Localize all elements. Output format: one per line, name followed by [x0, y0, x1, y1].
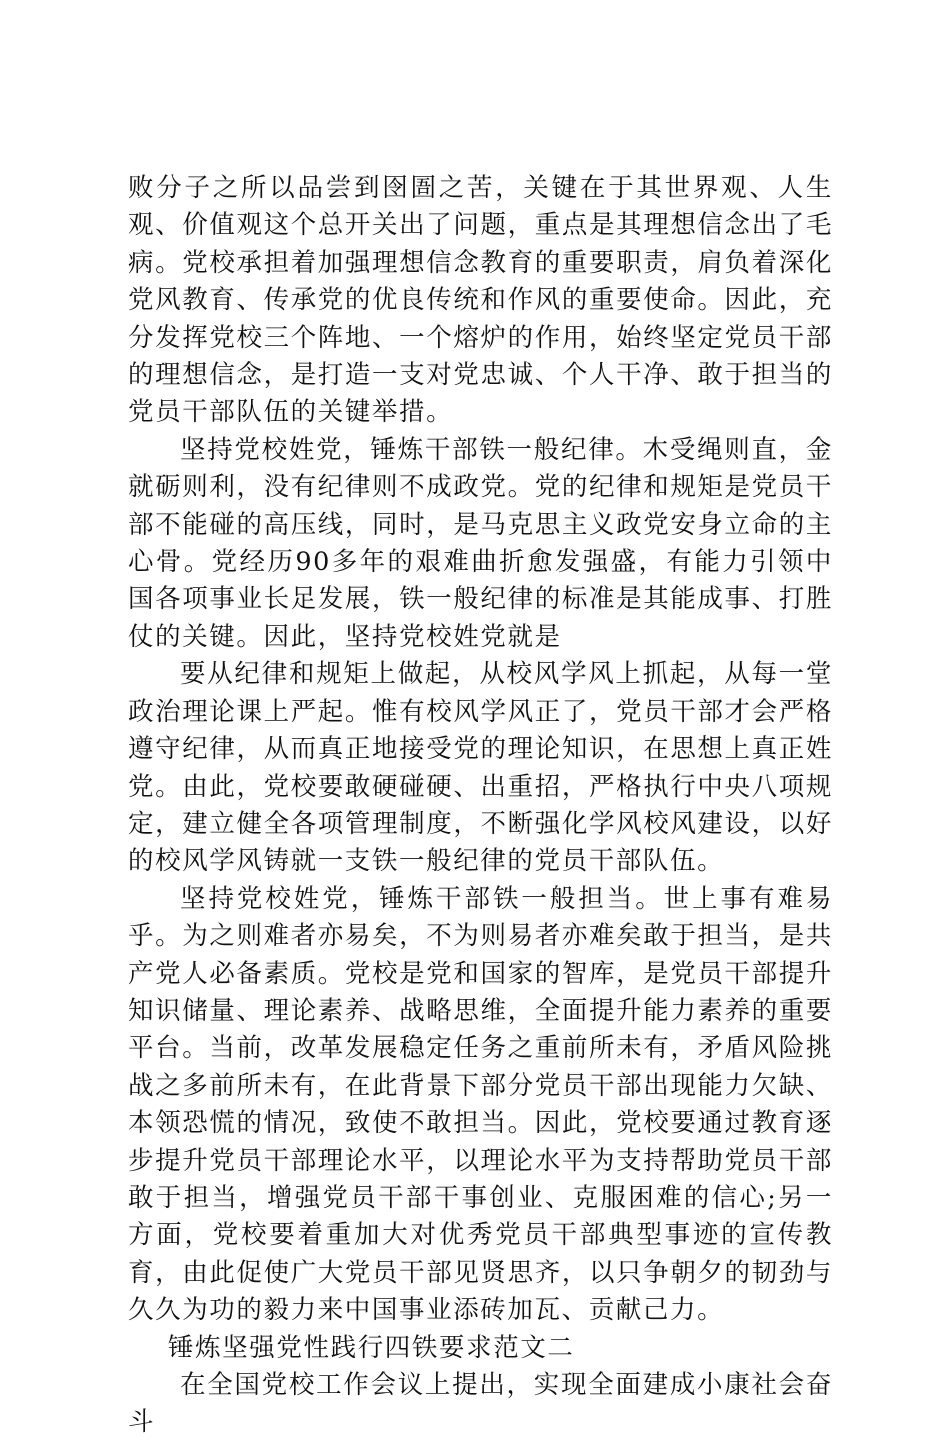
paragraph-continuation: 败分子之所以品尝到囹圄之苦，关键在于其世界观、人生观、价值观这个总开关出了问题，重点是其理想信念出了毛病。党校承担着加强理想信念教育的重要职责，肩负着深化党风教育、传承党的优良传统和作风的重要使命。因此，充分发挥党校三个阵地、一个熔炉的作用，始终坚定党员干部的理想信念，是打造一支对党忠诚、个人干净、敢于担当的党员干部队伍的关键举措。	[128, 173, 833, 428]
paragraph-discipline: 坚持党校姓党，锤炼干部铁一般纪律。木受绳则直，金就砺则利，没有纪律则不成政党。党的纪律和规矩是党员干部不能碰的高压线，同时，是马克思主义政党安身立命的主心骨。党经历90多年的艰难曲折愈发强盛，有能力引领中国各项事业长足发展，铁一般纪律的标准是其能成事、打胜仗的关键。因此，坚持党校姓党就是	[128, 434, 833, 652]
document-body	[128, 170, 833, 1442]
section-heading: 锤炼坚强党性践行四铁要求范文二	[168, 1332, 575, 1363]
paragraph-conference: 在全国党校工作会议上提出，实现全面建成小康社会奋斗	[128, 1370, 833, 1438]
paragraph-school-style: 要从纪律和规矩上做起，从校风学风上抓起，从每一堂政治理论课上严起。惟有校风学风正了，党员干部才会严格遵守纪律，从而真正地接受党的理论知识，在思想上真正姓党。由此，党校要敢硬碰硬、出重招，严格执行中央八项规定，建立健全各项管理制度，不断强化学风校风建设，以好的校风学风铸就一支铁一般纪律的党员干部队伍。	[128, 659, 833, 877]
paragraph-responsibility: 坚持党校姓党，锤炼干部铁一般担当。世上事有难易乎。为之则难者亦易矣，不为则易者亦难矣敢于担当，是共产党人必备素质。党校是党和国家的智库，是党员干部提升知识储量、理论素养、战略思维，全面提升能力素养的重要平台。当前，改革发展稳定任务之重前所未有，矛盾风险挑战之多前所未有，在此背景下部分党员干部出现能力欠缺、本领恐慌的情况，致使不敢担当。因此，党校要通过教育逐步提升党员干部理论水平，以理论水平为支持帮助党员干部敢于担当，增强党员干部干事创业、克服困难的信心;另一方面，党校要着重加大对优秀党员干部典型事迹的宣传教育，由此促使广大党员干部见贤思齐，以只争朝夕的韧劲与久久为功的毅力来中国事业添砖加瓦、贡献己力。	[128, 883, 833, 1326]
